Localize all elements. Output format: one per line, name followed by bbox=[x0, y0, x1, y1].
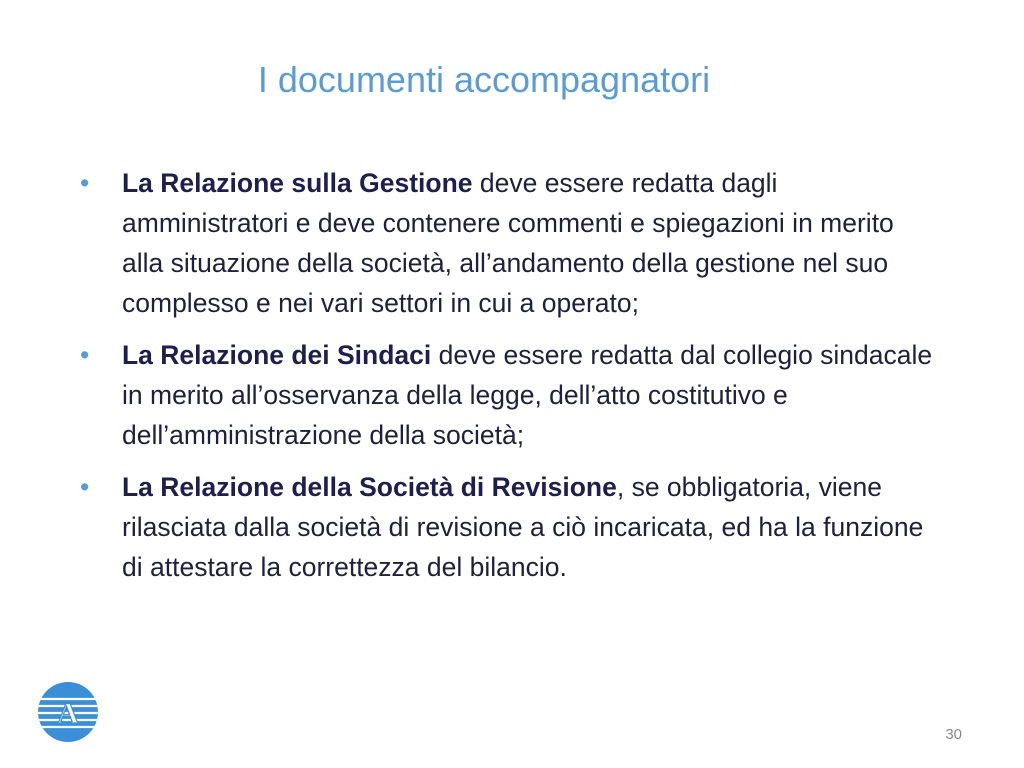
bullet-dot-icon: • bbox=[80, 168, 90, 198]
slide-title: I documenti accompagnatori bbox=[257, 59, 711, 100]
bullet-list bbox=[80, 163, 940, 587]
bullet-text: deve essere redatta dagli amministratori e deve contenere commenti e spiegazioni in merito alla situazione della società, all’andamento della gestione nel suo complesso e nei vari settori in cui a operato; bbox=[122, 168, 894, 318]
bullet-dot-icon: • bbox=[80, 340, 90, 370]
bullet-text: , se obbligatoria, viene rilasciata dalla società di revisione a ciò incaricata, ed ha la funzione di attestare la correttezza del bilancio. bbox=[122, 472, 924, 582]
bullet-dot-icon: • bbox=[80, 472, 90, 502]
bullet-item bbox=[80, 163, 940, 323]
bullet-heading: La Relazione dei Sindaci bbox=[122, 340, 432, 370]
bullet-heading: La Relazione sulla Gestione bbox=[122, 168, 473, 198]
logo-letter: A bbox=[57, 697, 79, 730]
bullet-text: deve essere redatta dal collegio sindacale in merito all’osservanza della legge, dell’atto costitutivo e dell’amministrazione della società; bbox=[122, 340, 933, 450]
globe-a-logo-icon bbox=[37, 681, 99, 743]
bullet-item bbox=[80, 335, 940, 455]
bullet-heading: La Relazione della Società di Revisione bbox=[122, 472, 617, 502]
page-number: 30 bbox=[945, 726, 962, 743]
bullet-item bbox=[80, 467, 940, 587]
